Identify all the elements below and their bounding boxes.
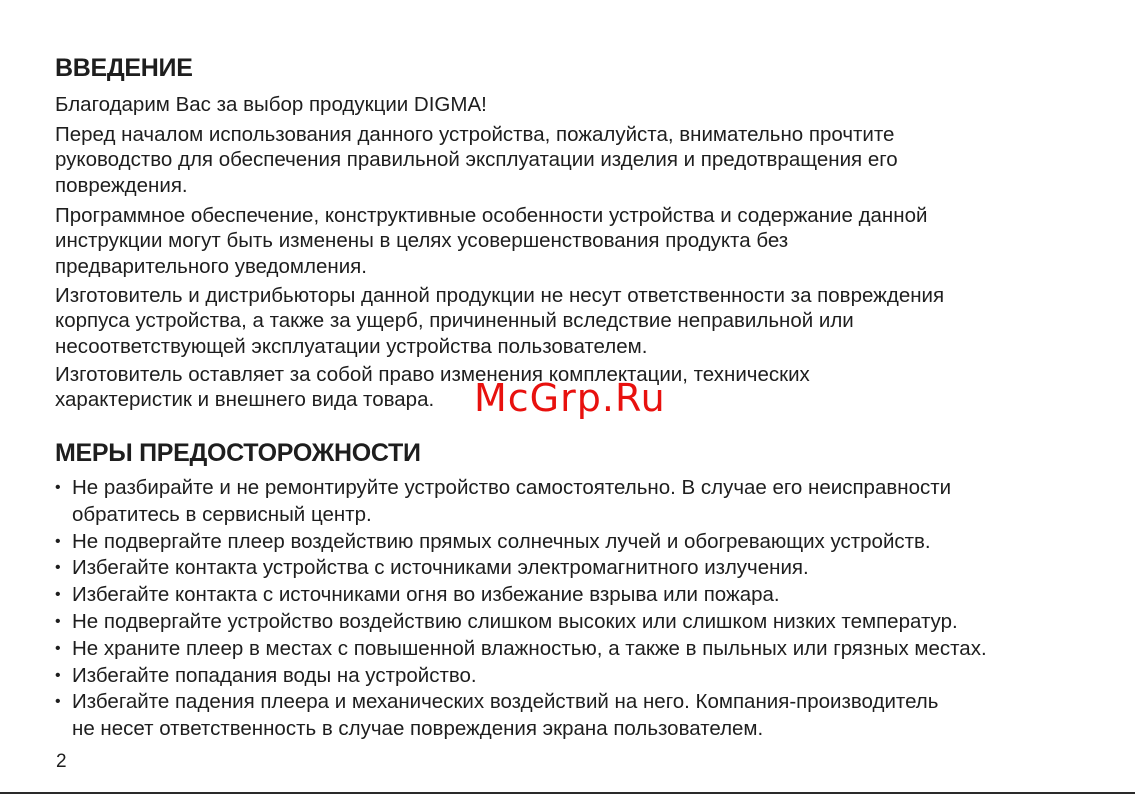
bullet-icon: • bbox=[55, 666, 61, 684]
safety-item bbox=[55, 636, 1125, 663]
text-line: несоответствующей эксплуатации устройства пользователем. bbox=[55, 334, 648, 358]
text-line: Избегайте падения плеера и механических воздействий на него. Компания-производитель bbox=[72, 690, 939, 714]
bullet-icon: • bbox=[55, 693, 61, 711]
text-line: корпуса устройства, а также за ущерб, причиненный вследствие неправильной или bbox=[55, 309, 854, 333]
page-number: 2 bbox=[56, 751, 67, 772]
text-line: Изготовитель и дистрибьюторы данной продукции не несут ответственности за повреждения bbox=[55, 284, 945, 307]
bullet-icon: • bbox=[55, 612, 61, 630]
text-line: характеристик и внешнего вида товара. bbox=[55, 388, 435, 412]
intro-paragraph-1: Благодарим Вас за выбор продукции DIGMA! bbox=[55, 93, 487, 116]
safety-item bbox=[55, 475, 1125, 529]
text-line: Не разбирайте и не ремонтируйте устройство самостоятельно. В случае его неисправности bbox=[72, 476, 952, 499]
safety-item bbox=[55, 689, 1125, 743]
bullet-icon: • bbox=[55, 479, 61, 496]
intro-paragraph-5 bbox=[55, 362, 810, 413]
intro-paragraph-4 bbox=[55, 283, 944, 359]
safety-item bbox=[55, 582, 1125, 609]
text-line: Программное обеспечение, конструктивные особенности устройства и содержание данной bbox=[55, 204, 928, 227]
bullet-icon: • bbox=[55, 586, 61, 604]
text-line: руководство для обеспечения правильной эксплуатации изделия и предотвращения его bbox=[55, 148, 898, 172]
safety-item bbox=[55, 555, 1125, 582]
safety-heading: МЕРЫ ПРЕДОСТОРОЖНОСТИ bbox=[55, 439, 421, 467]
bullet-icon: • bbox=[55, 532, 61, 550]
text-line: Избегайте попадания воды на устройство. bbox=[72, 663, 477, 687]
intro-heading: ВВЕДЕНИЕ bbox=[55, 54, 193, 82]
text-line: обратитесь в сервисный центр. bbox=[72, 502, 372, 526]
text-line: Не подвергайте плеер воздействию прямых солнечных лучей и обогревающих устройств. bbox=[72, 529, 931, 553]
bottom-divider bbox=[0, 792, 1135, 794]
text-line: Не храните плеер в местах с повышенной влажностью, а также в пыльных или грязных местах. bbox=[72, 636, 987, 660]
safety-list bbox=[55, 475, 1125, 743]
bullet-icon: • bbox=[55, 639, 61, 657]
safety-item bbox=[55, 529, 1125, 556]
safety-item bbox=[55, 663, 1125, 690]
watermark-logo: McGrp.Ru bbox=[474, 376, 666, 420]
intro-paragraph-3 bbox=[55, 203, 927, 279]
text-line: повреждения. bbox=[55, 173, 188, 197]
bullet-icon: • bbox=[55, 559, 61, 577]
text-line: Перед началом использования данного устройства, пожалуйста, внимательно прочтите bbox=[55, 123, 895, 146]
text-line: Изготовитель оставляет за собой право изменения комплектации, технических bbox=[55, 363, 810, 386]
intro-paragraph-2 bbox=[55, 122, 898, 198]
text-line: предварительного уведомления. bbox=[55, 254, 367, 278]
text-line: не несет ответственность в случае повреждения экрана пользователем. bbox=[72, 717, 764, 741]
text-line: Не подвергайте устройство воздействию слишком высоких или слишком низких температур. bbox=[72, 609, 958, 633]
text-line: Избегайте контакта устройства с источниками электромагнитного излучения. bbox=[72, 556, 809, 580]
safety-item bbox=[55, 609, 1125, 636]
text-line: инструкции могут быть изменены в целях усовершенствования продукта без bbox=[55, 229, 789, 253]
text-line: Избегайте контакта с источниками огня во избежание взрыва или пожара. bbox=[72, 583, 780, 607]
